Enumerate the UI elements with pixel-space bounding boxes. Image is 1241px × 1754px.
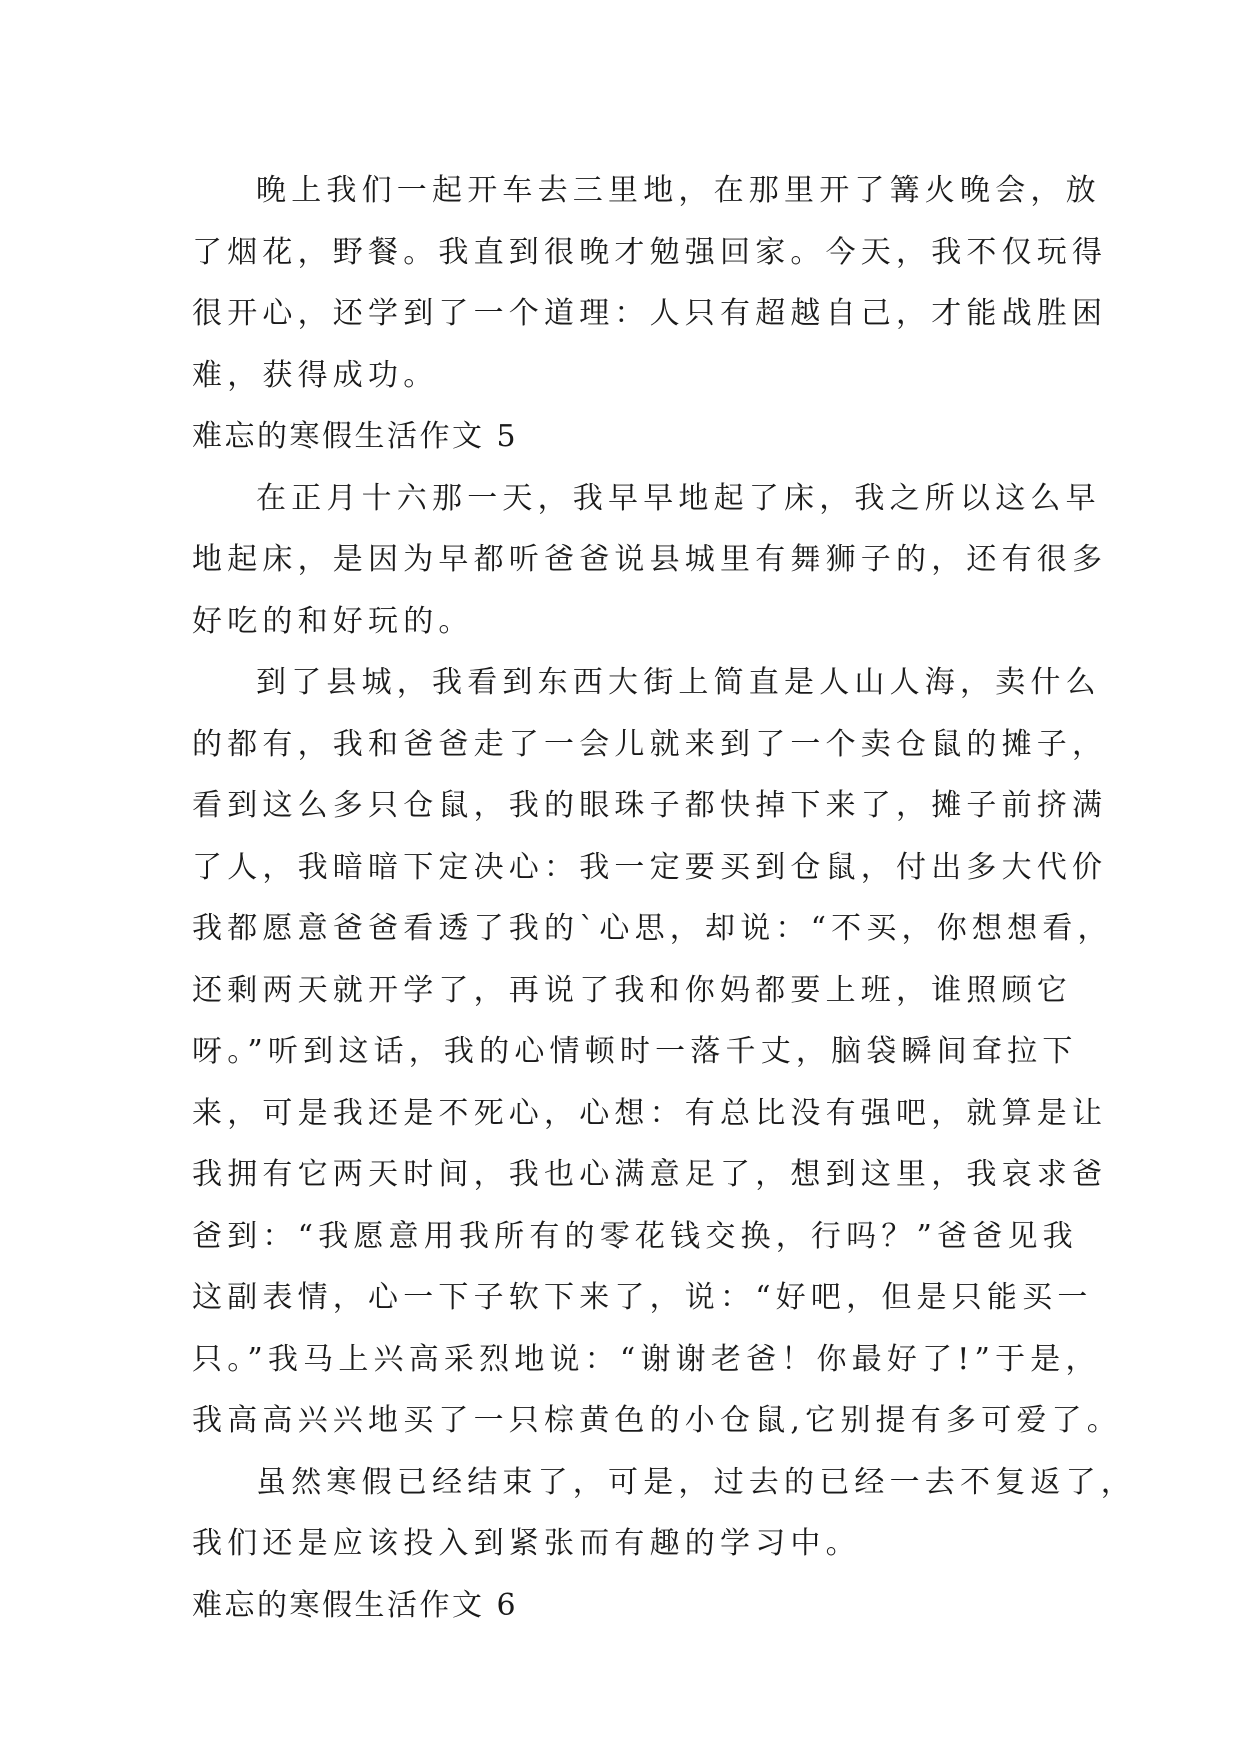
paragraph-line: 我都愿意爸爸看透了我的`心思，却说：“不买，你想想看，: [192, 911, 1113, 946]
paragraph-line: 来，可是我还是不死心，心想：有总比没有强吧，就算是让: [192, 1095, 1108, 1131]
paragraph-line: 只。”我马上兴高采烈地说：“谢谢老爸！你最好了!”于是，: [192, 1341, 1101, 1377]
paragraph-line: 的都有，我和爸爸走了一会儿就来到了一个卖仓鼠的摊子，: [192, 726, 1108, 762]
paragraph-line: 在正月十六那一天，我早早地起了床，我之所以这么早: [256, 480, 1101, 516]
paragraph-line: 我高高兴兴地买了一只棕黄色的小仓鼠,它别提有多可爱了。: [192, 1403, 1122, 1438]
paragraph-line: 还剩两天就开学了，再说了我和你妈都要上班，谁照顾它: [192, 972, 1072, 1008]
paragraph-line: 我们还是应该投入到紧张而有趣的学习中。: [192, 1526, 861, 1561]
paragraph-line: 好吃的和好玩的。: [192, 603, 474, 639]
paragraph-line: 这副表情，心一下子软下来了，说：“好吧，但是只能买一: [192, 1280, 1093, 1315]
paragraph-line: 呀。”听到这话，我的心情顿时一落千丈，脑袋瞬间耷拉下: [192, 1034, 1078, 1069]
paragraph-line: 爸到：“我愿意用我所有的零花钱交换，行吗？”爸爸见我: [192, 1218, 1078, 1254]
paragraph-line: 了人，我暗暗下定决心：我一定要买到仓鼠，付出多大代价: [192, 849, 1108, 885]
paragraph-line: 地起床，是因为早都听爸爸说县城里有舞狮子的，还有很多: [192, 542, 1108, 577]
paragraph-line: 晚上我们一起开车去三里地，在那里开了篝火晚会，放: [256, 173, 1101, 208]
paragraph-line: 我拥有它两天时间，我也心满意足了，想到这里，我哀求爸: [192, 1157, 1108, 1192]
paragraph-line: 虽然寒假已经结束了，可是，过去的已经一去不复返了，: [256, 1464, 1136, 1500]
paragraph-line: 了烟花，野餐。我直到很晚才勉强回家。今天，我不仅玩得: [192, 234, 1108, 270]
paragraph-line: 到了县城，我看到东西大街上简直是人山人海，卖什么: [256, 665, 1101, 700]
section-heading: 难忘的寒假生活作文 6: [192, 1587, 519, 1623]
section-heading: 难忘的寒假生活作文 5: [192, 419, 519, 454]
paragraph-line: 难，获得成功。: [192, 357, 439, 393]
document-body: [192, 160, 1136, 1636]
paragraph-line: 很开心，还学到了一个道理：人只有超越自己，才能战胜困: [192, 296, 1108, 331]
paragraph-line: 看到这么多只仓鼠，我的眼珠子都快掉下来了，摊子前挤满: [192, 788, 1108, 823]
